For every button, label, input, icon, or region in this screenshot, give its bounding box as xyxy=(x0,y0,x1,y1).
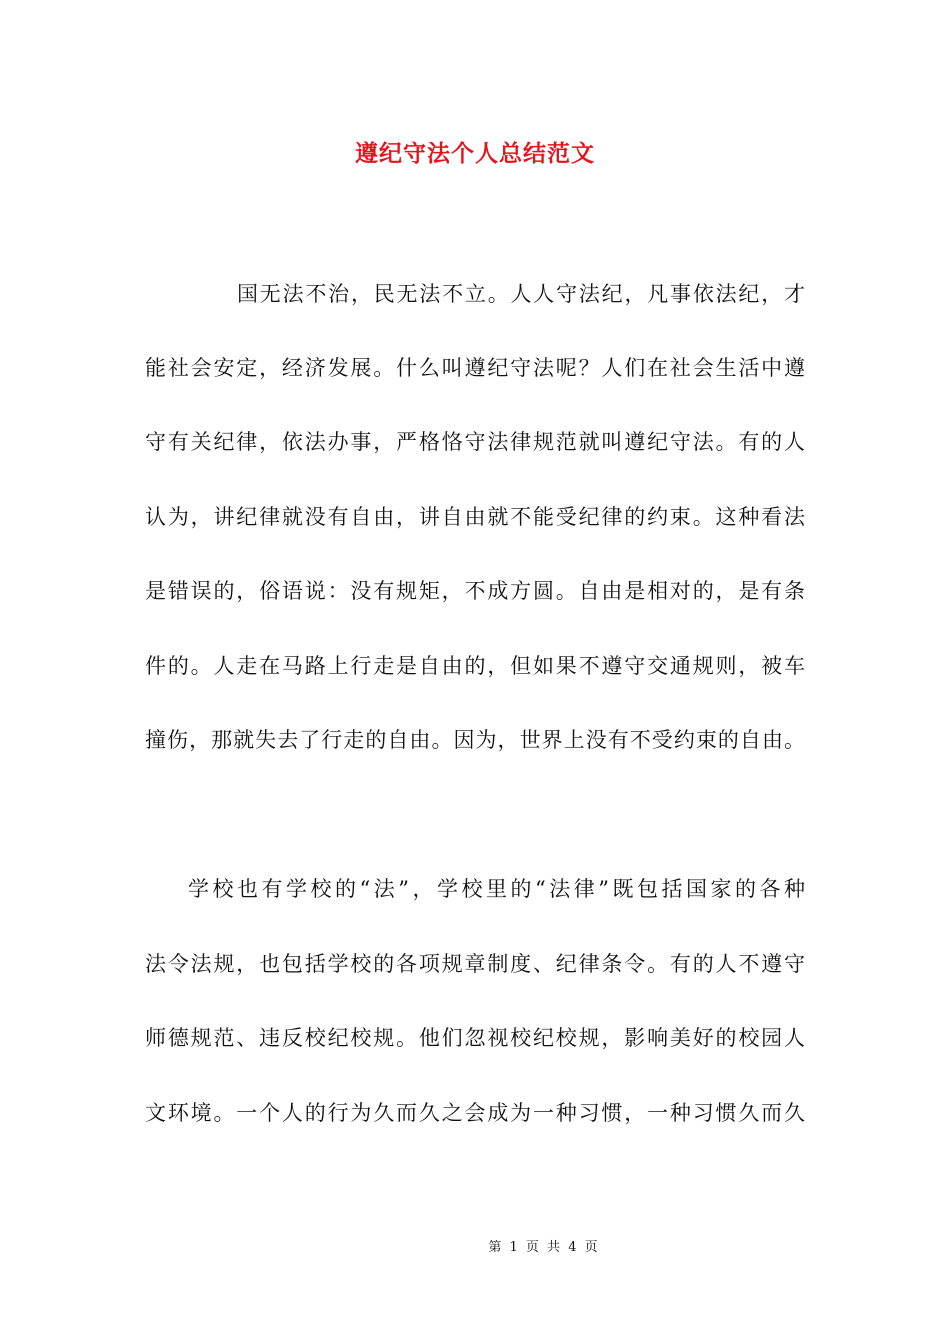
paragraph-line: 文环境。一个人的行为久而久之会成为一种习惯，一种习惯久而久 xyxy=(145,1101,805,1125)
paragraph-line: 认为，讲纪律就没有自由，讲自由就不能受纪律的约束。这种看法 xyxy=(145,505,805,529)
paragraph-line: 能社会安定，经济发展。什么叫遵纪守法呢？人们在社会生活中遵 xyxy=(145,356,805,380)
paragraph-line: 是错误的，俗语说：没有规矩，不成方圆。自由是相对的，是有条 xyxy=(145,579,805,603)
paragraph-line: 守有关纪律，依法办事，严格恪守法律规范就叫遵纪守法。有的人 xyxy=(145,430,805,454)
paragraph-line: 国无法不治，民无法不立。人人守法纪，凡事依法纪，才 xyxy=(237,282,805,306)
paragraph-line: 师德规范、违反校纪校规。他们忽视校纪校规，影响美好的校园人 xyxy=(145,1026,805,1050)
paragraph-line: 撞伤，那就失去了行走的自由。因为，世界上没有不受约束的自由。 xyxy=(145,728,805,752)
page-title: 遵纪守法个人总结范文 xyxy=(355,140,595,167)
page-number-footer: 第 1 页 共 4 页 xyxy=(488,1240,598,1255)
paragraph-line: 件的。人走在马路上行走是自由的，但如果不遵守交通规则，被车 xyxy=(145,654,805,678)
paragraph-line: 法令法规，也包括学校的各项规章制度、纪律条令。有的人不遵守 xyxy=(145,952,805,976)
paragraph-line: 学校也有学校的“法”，学校里的“法律”既包括国家的各种 xyxy=(188,877,805,901)
